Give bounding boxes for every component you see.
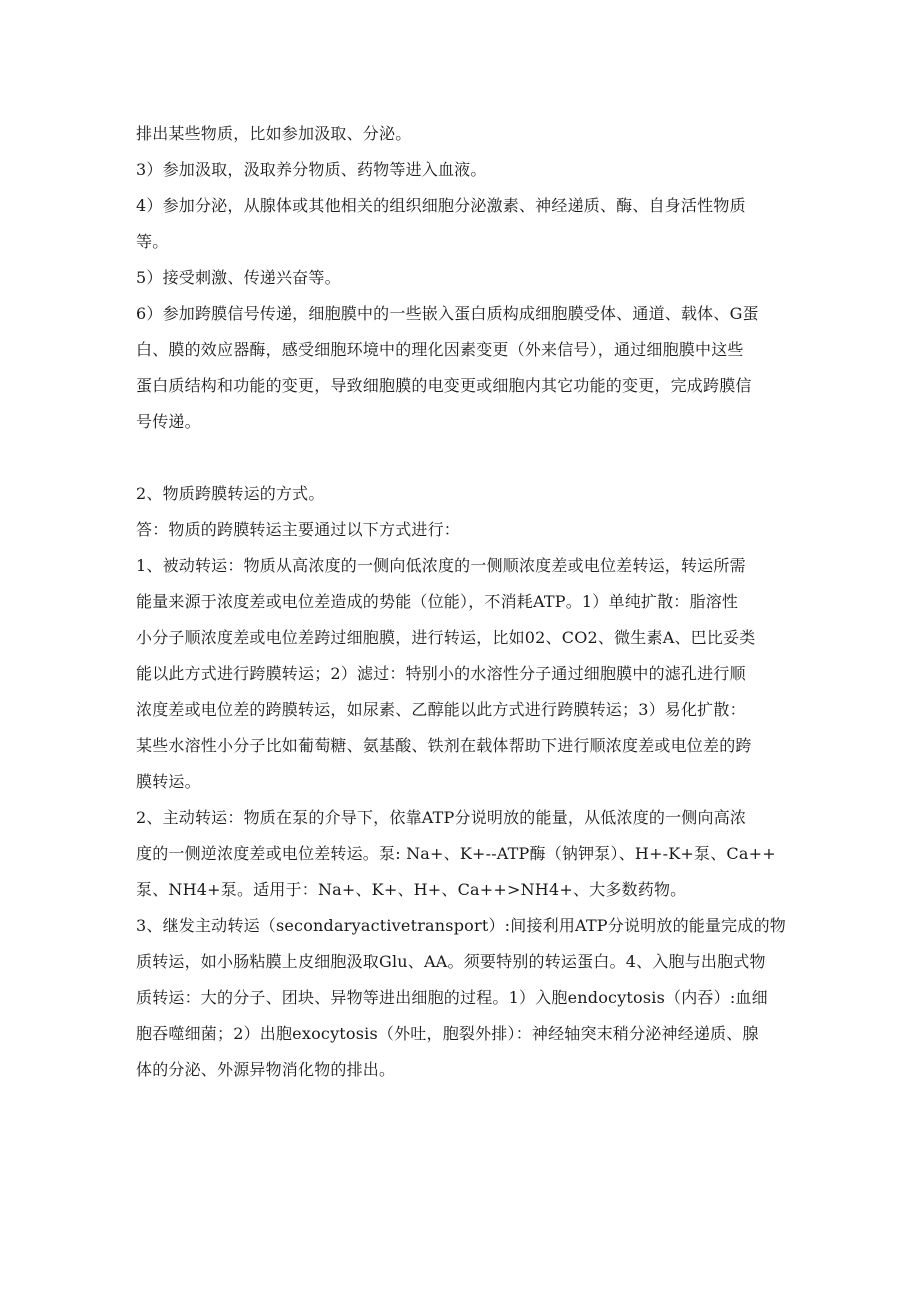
text-line: 4）参加分泌，从腺体或其他相关的组织细胞分泌激素、神经递质、酶、自身活性物质 [136,196,746,215]
text-line: 胞吞噬细菌；2）出胞exocytosis（外吐，胞裂外排）：神经轴突末稍分泌神经递质、腺 [136,1024,759,1043]
text-line: 某些水溶性小分子比如葡萄糖、氨基酸、铁剂在载体帮助下进行顺浓度差或电位差的跨 [136,736,752,755]
text-line: 3、继发主动转运（secondaryactivetransport）:间接利用ATP分说明放的能量完成的物 [136,916,786,935]
text-line: 质转运，如小肠粘膜上皮细胞汲取Glu、AA。须要特别的转运蛋白。4、入胞与出胞式物 [136,952,766,971]
text-line: 排出某些物质，比如参加汲取、分泌。 [136,124,412,143]
text-line: 答：物质的跨膜转运主要通过以下方式进行： [136,520,461,539]
text-line: 5）接受刺激、传递兴奋等。 [136,268,341,287]
text-line: 质转运：大的分子、团块、异物等进出细胞的过程。1）入胞endocytosis（内吞）:血细 [136,988,768,1007]
text-line: 蛋白质结构和功能的变更，导致细胞膜的电变更或细胞内其它功能的变更，完成跨膜信 [136,376,752,395]
text-line: 1、被动转运：物质从高浓度的一侧向低浓度的一侧顺浓度差或电位差转运，转运所需 [136,556,746,575]
text-line: 6）参加跨膜信号传递，细胞膜中的一些嵌入蛋白质构成细胞膜受体、通道、载体、G蛋 [136,304,759,323]
text-line: 能量来源于浓度差或电位差造成的势能（位能），不消耗ATP。1）单纯扩散：脂溶性 [136,592,739,611]
text-line: 浓度差或电位差的跨膜转运，如尿素、乙醇能以此方式进行跨膜转运；3）易化扩散： [136,700,746,719]
text-line: 泵、NH4+泵。适用于：Na+、K+、H+、Ca++>NH4+、大多数药物。 [136,880,687,899]
text-line: 体的分泌、外源异物消化物的排出。 [136,1060,396,1079]
text-line: 号传递。 [136,412,201,431]
text-line: 度的一侧逆浓度差或电位差转运。泵: Na+、K+--ATP酶（钠钾泵）、H+-K+泵、Ca++ [136,844,776,863]
text-line: 等。 [136,232,169,251]
text-line: 小分子顺浓度差或电位差跨过细胞膜，进行转运，比如02、CO2、微生素A、巴比妥类 [136,628,756,647]
text-line: 2、主动转运：物质在泵的介导下，依靠ATP分说明放的能量，从低浓度的一侧向高浓 [136,808,747,827]
text-line: 白、膜的效应器酶，感受细胞环境中的理化因素变更（外来信号），通过细胞膜中这些 [136,340,744,359]
text-line: 能以此方式进行跨膜转运；2）滤过：特别小的水溶性分子通过细胞膜中的滤孔进行顺 [136,664,746,683]
text-line: 3）参加汲取，汲取养分物质、药物等进入血液。 [136,160,487,179]
text-line: 膜转运。 [136,772,201,791]
section-heading: 2、物质跨膜转运的方式。 [136,484,325,503]
